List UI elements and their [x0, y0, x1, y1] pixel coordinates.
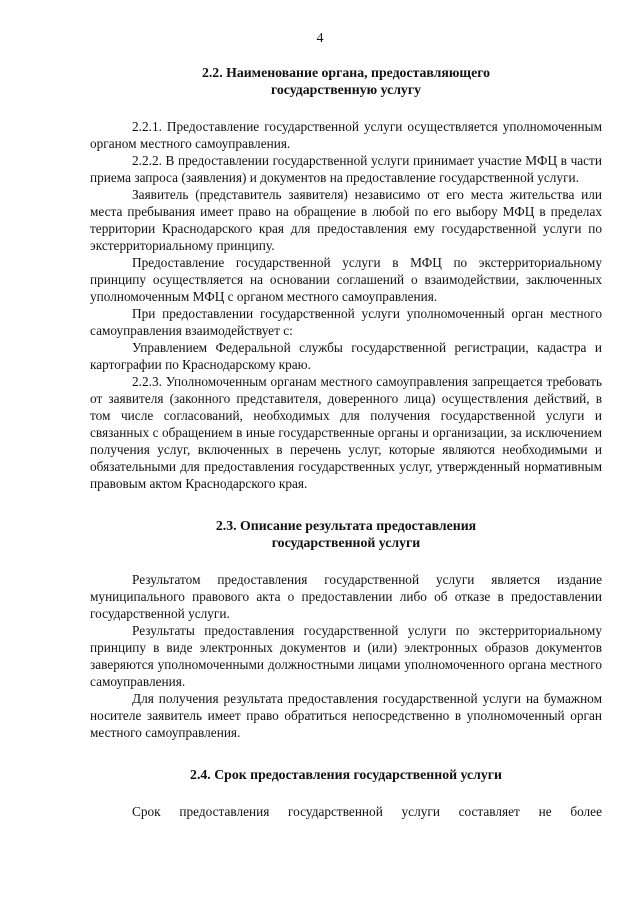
- paragraph: Результаты предоставления государственной услуги по экстерриториальному принципу в виде электронных документов и (или) электронных образов документов заверяются уполномоченными должностными лицами уполномоченного органа местного самоуправления.: [90, 623, 602, 689]
- paragraph: Предоставление государственной услуги в МФЦ по экстерриториальному принципу осуществляется на основании соглашений о взаимодействии, заключенных уполномоченным МФЦ с органом местного самоуправления.: [90, 255, 602, 304]
- page-number: 4: [316, 31, 324, 46]
- section-heading-2-2: 2.2. Наименование органа, предоставляющего государственную услугу: [201, 65, 491, 97]
- paragraph: При предоставлении государственной услуги уполномоченный орган местного самоуправления взаимодействует с:: [90, 306, 602, 338]
- paragraph: 2.2.1. Предоставление государственной услуги осуществляется уполномоченным органом местного самоуправления.: [90, 119, 602, 151]
- paragraph: Управлением Федеральной службы государственной регистрации, кадастра и картографии по Краснодарскому краю.: [90, 340, 602, 372]
- section-heading-2-3: 2.3. Описание результата предоставления государственной услуги: [215, 518, 477, 550]
- paragraph: 2.2.2. В предоставлении государственной услуги принимает участие МФЦ в части приема запроса (заявления) и документов на предоставление государственной услуги.: [90, 153, 602, 185]
- document-body: [90, 64, 602, 820]
- paragraph: Заявитель (представитель заявителя) независимо от его места жительства или места пребывания имеет право на обращение в любой по его выбору МФЦ в пределах территории Краснодарского края для предоставления ему государственной услуги по экстерриториальному принципу.: [90, 187, 602, 253]
- paragraph: Для получения результата предоставления государственной услуги на бумажном носителе заявитель имеет право обратиться непосредственно в уполномоченный орган местного самоуправления.: [90, 691, 602, 740]
- paragraph: 2.2.3. Уполномоченным органам местного самоуправления запрещается требовать от заявителя (законного представителя, доверенного лица) осуществления действий, в том числе согласований, необходимых для получения государственной услуги и связанных с обращением в иные государственные органы и организации, за исключением получения услуг, включенных в перечень услуг, которые являются необходимыми и обязательными для предоставления государственных услуг, утвержденный нормативным правовым актом Краснодарского края.: [90, 374, 602, 491]
- paragraph: Результатом предоставления государственной услуги является издание муниципального правового акта о предоставлении либо об отказе в предоставлении государственной услуги.: [90, 572, 602, 621]
- paragraph: Срок предоставления государственной услуги составляет не более: [132, 804, 602, 819]
- section-heading-2-4: 2.4. Срок предоставления государственной услуги: [190, 767, 502, 782]
